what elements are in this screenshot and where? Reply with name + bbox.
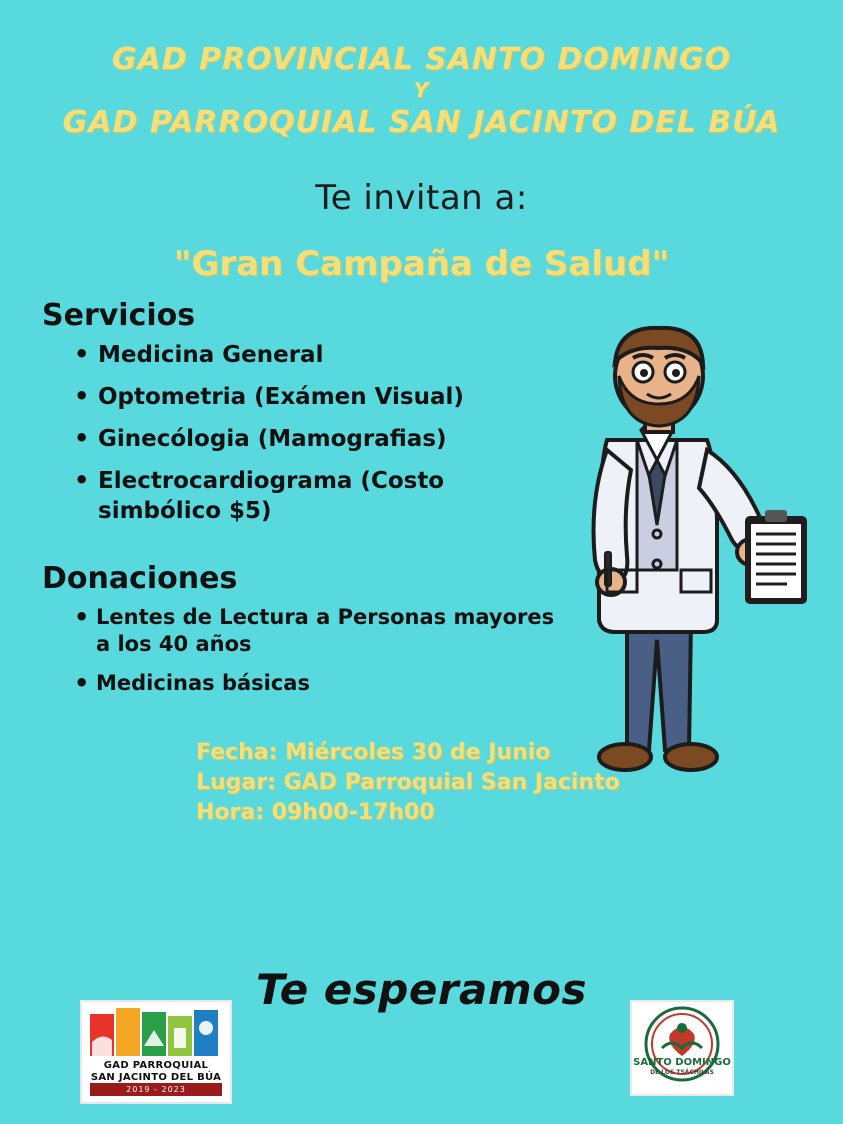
event-time: Hora: 09h00-17h00 — [196, 799, 435, 825]
gad-parroquial-logo — [80, 1000, 232, 1104]
header-line-1: GAD PROVINCIAL SANTO DOMINGO — [111, 42, 732, 77]
event-place: Lugar: GAD Parroquial San Jacinto — [196, 769, 620, 795]
list-item: • Lentes de Lectura a Personas mayores a los 40 años — [72, 604, 560, 659]
list-item: • Electrocardiograma (Costo simbólico $5) — [72, 467, 560, 527]
donations-block — [42, 561, 560, 698]
logo-right-line-2: DE LOS TSÁCHILAS — [650, 1069, 714, 1076]
services-list — [42, 341, 560, 526]
list-item: • Ginecólogia (Mamografias) — [72, 425, 560, 455]
header-line-3: GAD PARROQUIAL SAN JACINTO DEL BÚA — [62, 104, 781, 140]
santo-domingo-seal — [630, 1000, 734, 1096]
poster-header — [0, 0, 843, 140]
logo-left-years: 2019 - 2023 — [90, 1083, 222, 1096]
content-column — [0, 298, 560, 697]
list-item: • Medicinas básicas — [72, 670, 560, 697]
closing-text: Te esperamos — [255, 965, 588, 1014]
logo-right-line-1: SANTO DOMINGO — [633, 1057, 731, 1068]
event-date: Fecha: Miércoles 30 de Junio — [196, 739, 551, 765]
header-line-2: Y — [413, 78, 430, 103]
campaign-title: "Gran Campaña de Salud" — [173, 244, 670, 285]
services-title: Servicios — [42, 298, 196, 334]
list-item: • Optometria (Exámen Visual) — [72, 383, 560, 413]
doctor-illustration — [549, 320, 809, 830]
donations-list — [42, 604, 560, 698]
list-item: • Medicina General — [72, 341, 560, 371]
logo-left-line-1: GAD PARROQUIAL — [103, 1060, 209, 1071]
donations-title: Donaciones — [42, 560, 238, 596]
invitation-text: Te invitan a: — [315, 178, 528, 219]
logo-left-line-2: SAN JACINTO DEL BÚA — [90, 1072, 222, 1083]
